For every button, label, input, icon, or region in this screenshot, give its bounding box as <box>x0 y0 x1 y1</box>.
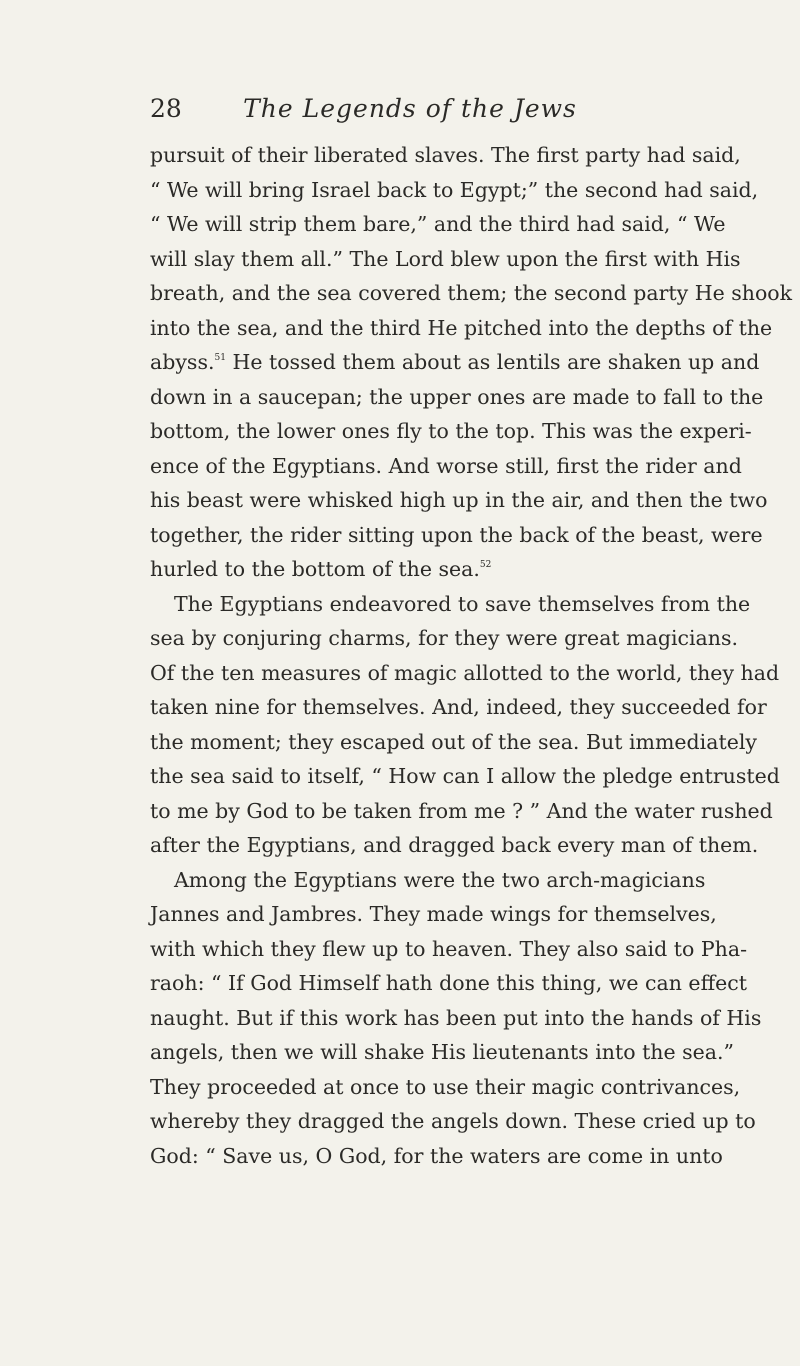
text-line <box>150 552 666 587</box>
text-line <box>150 207 726 242</box>
text-line-content: his beast were whisked high up in the air, and then the two <box>150 488 768 512</box>
text-line-content: naught. But if this work has been put into the hands of His <box>150 1005 762 1030</box>
text-line-content: pursuit of their liberated slaves. The first party had said, <box>150 143 741 167</box>
text-line <box>150 828 759 863</box>
text-line <box>150 1001 762 1036</box>
text-line-content: into the sea, and the third He pitched into the depths of the <box>150 315 773 340</box>
text-line <box>150 173 759 208</box>
text-line <box>150 276 793 311</box>
text-line <box>150 242 741 277</box>
footnote-marker: 51 <box>214 353 226 363</box>
text-line <box>150 1104 756 1139</box>
text-line <box>150 932 747 967</box>
text-line <box>150 483 768 518</box>
text-line <box>150 449 742 484</box>
text-line-content: hurled to the bottom of the sea. <box>150 557 480 581</box>
page-number: 28 <box>150 94 182 123</box>
text-line-content: “ We will strip them bare,” and the third had said, “ We <box>150 212 726 236</box>
text-line <box>150 966 747 1001</box>
text-line-content: after the Egyptians, and dragged back every man of them. <box>150 833 759 857</box>
text-line <box>150 621 739 656</box>
text-line-content: with which they flew up to heaven. They also said to Pha- <box>150 936 747 961</box>
text-line <box>150 414 752 449</box>
text-line <box>150 759 780 794</box>
text-line-content: They proceeded at once to use their magic contrivances, <box>150 1074 741 1099</box>
text-line-content: down in a saucepan; the upper ones are made to fall to the <box>150 384 764 409</box>
text-line-content: “ We will bring Israel back to Egypt;” the second had said, <box>150 177 759 202</box>
text-line-content: bottom, the lower ones fly to the top. This was the experi- <box>150 419 752 443</box>
text-line <box>150 587 751 622</box>
text-line <box>150 656 780 691</box>
text-line-content: whereby they dragged the angels down. These cried up to <box>150 1109 756 1133</box>
text-line <box>150 380 764 415</box>
body-text <box>150 138 793 1173</box>
text-line <box>150 794 773 829</box>
text-line-content: breath, and the sea covered them; the second party He shook <box>150 281 793 305</box>
text-line-content: God: “ Save us, O God, for the waters are come in unto <box>150 1143 723 1168</box>
text-line <box>150 863 706 898</box>
text-line <box>150 311 773 346</box>
text-line-content: angels, then we will shake His lieutenants into the sea.” <box>150 1040 735 1064</box>
text-line <box>150 690 767 725</box>
text-line-content: abyss. <box>150 350 215 374</box>
text-line-content: Jannes and Jambres. They made wings for themselves, <box>150 902 717 926</box>
text-line-content: Of the ten measures of magic allotted to the world, they had <box>150 660 780 685</box>
text-line-content: Among the Egyptians were the two arch-magicians <box>174 867 706 892</box>
text-line-content: raoh: “ If God Himself hath done this thing, we can effect <box>150 971 747 995</box>
text-line <box>150 138 741 173</box>
text-line <box>150 725 757 760</box>
text-line-content: ence of the Egyptians. And worse still, first the rider and <box>150 453 742 478</box>
text-line <box>150 518 763 553</box>
text-line-content: taken nine for themselves. And, indeed, they succeeded for <box>150 695 767 719</box>
text-line <box>150 1035 735 1070</box>
text-line-content: to me by God to be taken from me ? ” And the water rushed <box>150 798 773 823</box>
text-line-content: the moment; they escaped out of the sea. But immediately <box>150 729 757 754</box>
text-line-content: the sea said to itself, “ How can I allow the pledge entrusted <box>150 764 780 788</box>
text-line <box>150 1139 723 1174</box>
text-line-content: will slay them all.” The Lord blew upon the first with His <box>150 246 741 271</box>
running-title: The Legends of the Jews <box>243 94 577 123</box>
text-line <box>150 897 717 932</box>
text-line <box>150 1070 741 1105</box>
page-header <box>150 92 670 126</box>
text-line-content: sea by conjuring charms, for they were great magicians. <box>150 626 739 650</box>
text-line-continuation: He tossed them about as lentils are shaken up and <box>225 350 760 374</box>
footnote-marker: 52 <box>479 560 492 570</box>
text-line <box>150 345 760 380</box>
text-line-content: together, the rider sitting upon the back of the beast, were <box>150 522 763 547</box>
text-line-content: The Egyptians endeavored to save themselves from the <box>174 591 751 616</box>
